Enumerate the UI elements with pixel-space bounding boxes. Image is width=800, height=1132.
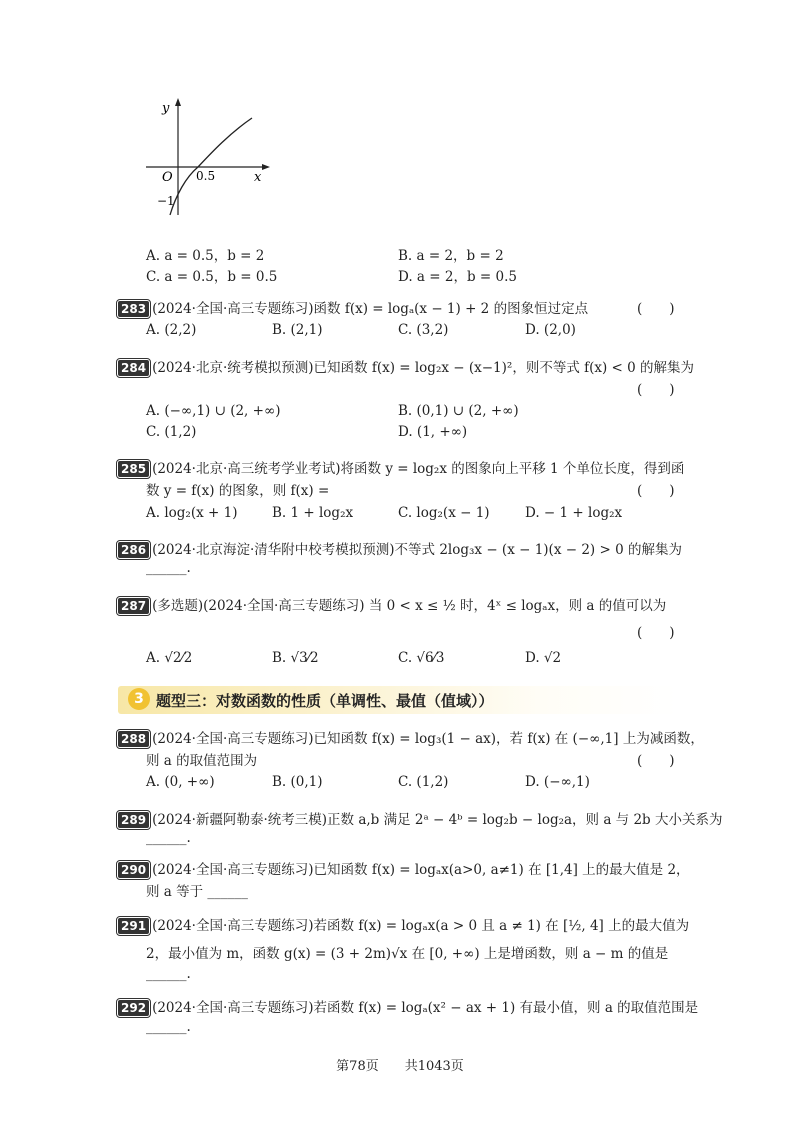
question-text: (2024·全国·高三专题练习)函数 f(x) = logₐ(x − 1) + 2 的图象恒过定点 bbox=[152, 301, 589, 317]
option-c: C. √6⁄3 bbox=[398, 650, 445, 666]
option-c: C. (1,2) bbox=[398, 774, 449, 790]
option-a: A. log₂(x + 1) bbox=[146, 505, 238, 521]
question-number: 285 bbox=[118, 461, 149, 477]
option-c: C. (3,2) bbox=[398, 322, 449, 338]
option-a: A. (−∞,1) ∪ (2, +∞) bbox=[146, 403, 281, 419]
question-text: (2024·全国·高三专题练习)若函数 f(x) = logₐ(x² − ax + 1) 有最小值，则 a 的取值范围是 bbox=[152, 1000, 699, 1016]
question-number: 292 bbox=[118, 1000, 149, 1016]
prev-option-a: A. a = 0.5，b = 2 bbox=[146, 248, 265, 264]
function-graph bbox=[140, 95, 280, 220]
question-text: (2024·北京·高三统考学业考试)将函数 y = log₂x 的图象向上平移 1 个单位长度，得到函 bbox=[152, 461, 685, 477]
option-a: A. √2⁄2 bbox=[146, 650, 193, 666]
section-badge: 3 bbox=[128, 688, 150, 710]
x-axis-label: x bbox=[254, 170, 262, 185]
question-number: 286 bbox=[118, 542, 149, 558]
option-a: A. (2,2) bbox=[146, 322, 197, 338]
option-d: D. − 1 + log₂x bbox=[525, 505, 623, 521]
question-289 bbox=[118, 808, 723, 828]
answer-blank: ______. bbox=[146, 1019, 191, 1035]
question-287 bbox=[118, 594, 666, 614]
y-tick-label: −1 bbox=[157, 194, 175, 208]
y-axis-label: y bbox=[162, 101, 170, 116]
question-text: (2024·新疆阿勒泰·统考三模)正数 a,b 满足 2ᵃ − 4ᵇ = log₂b − log₂a，则 a 与 2b 大小关系为 bbox=[152, 812, 723, 828]
answer-paren: ( ) bbox=[637, 483, 675, 499]
page-footer: 第78页 共1043页 bbox=[336, 1059, 464, 1074]
option-b: B. (0,1) bbox=[272, 774, 323, 790]
question-text: (2024·全国·高三专题练习)已知函数 f(x) = log₃(1 − ax)，若 f(x) 在 (−∞,1] 上为减函数， bbox=[152, 731, 704, 747]
option-b: B. 1 + log₂x bbox=[272, 505, 354, 521]
option-c: C. log₂(x − 1) bbox=[398, 505, 490, 521]
origin-label: O bbox=[162, 170, 173, 185]
answer-paren: ( ) bbox=[637, 382, 675, 398]
x-tick-label: 0.5 bbox=[196, 169, 216, 183]
question-number: 291 bbox=[118, 918, 149, 934]
question-text: (2024·全国·高三专题练习)若函数 f(x) = logₐx(a > 0 且 a ≠ 1) 在 [½, 4] 上的最大值为 bbox=[152, 918, 690, 934]
option-c: C. (1,2) bbox=[146, 424, 197, 440]
prev-option-d: D. a = 2，b = 0.5 bbox=[398, 269, 517, 285]
option-b: B. (0,1) ∪ (2, +∞) bbox=[398, 403, 519, 419]
question-288 bbox=[118, 727, 704, 747]
answer-paren: ( ) bbox=[637, 625, 675, 641]
question-291 bbox=[118, 914, 689, 934]
question-text: (多选题)(2024·全国·高三专题练习) 当 0 < x ≤ ½ 时，4ˣ ≤ logₐx，则 a 的值可以为 bbox=[152, 598, 667, 614]
question-number: 284 bbox=[118, 360, 149, 376]
question-283 bbox=[118, 297, 588, 317]
answer-blank: ______. bbox=[146, 966, 191, 982]
question-text-line2: 2，最小值为 m，函数 g(x) = (3 + 2m)√x 在 [0, +∞) 上是增函数，则 a − m 的值是 bbox=[146, 946, 669, 962]
option-d: D. (1, +∞) bbox=[398, 424, 468, 440]
option-a: A. (0, +∞) bbox=[146, 774, 215, 790]
prev-option-c: C. a = 0.5，b = 0.5 bbox=[146, 269, 278, 285]
answer-blank: ______. bbox=[146, 830, 191, 846]
option-b: B. √3⁄2 bbox=[272, 650, 319, 666]
question-text-line2: 则 a 等于 ______ bbox=[146, 884, 248, 900]
option-b: B. (2,1) bbox=[272, 322, 323, 338]
question-text: (2024·北京·统考模拟预测)已知函数 f(x) = log₂x − (x−1)²，则不等式 f(x) < 0 的解集为 bbox=[152, 360, 695, 376]
answer-blank: ______. bbox=[146, 560, 191, 576]
answer-paren: ( ) bbox=[637, 301, 675, 317]
question-285 bbox=[118, 457, 684, 477]
option-d: D. √2 bbox=[525, 650, 562, 666]
section-title: 题型三：对数函数的性质（单调性、最值（值域）） bbox=[156, 692, 494, 710]
option-d: D. (2,0) bbox=[525, 322, 576, 338]
section-header bbox=[118, 686, 678, 714]
question-text-line2: 数 y = f(x) 的图象，则 f(x) = bbox=[146, 483, 330, 499]
question-284 bbox=[118, 356, 694, 376]
prev-option-b: B. a = 2，b = 2 bbox=[398, 248, 504, 264]
option-d: D. (−∞,1) bbox=[525, 774, 590, 790]
question-text: (2024·北京海淀·清华附中校考模拟预测)不等式 2log₃x − (x − 1)(x − 2) > 0 的解集为 bbox=[152, 542, 682, 558]
question-number: 288 bbox=[118, 731, 149, 747]
question-number: 287 bbox=[118, 598, 149, 614]
question-290 bbox=[118, 858, 690, 878]
question-number: 283 bbox=[118, 301, 149, 317]
question-text-line2: 则 a 的取值范围为 bbox=[146, 753, 258, 769]
question-number: 289 bbox=[118, 812, 149, 828]
question-number: 290 bbox=[118, 862, 149, 878]
answer-paren: ( ) bbox=[637, 753, 675, 769]
question-286 bbox=[118, 538, 682, 558]
question-text: (2024·全国·高三专题练习)已知函数 f(x) = logₐx(a>0, a≠1) 在 [1,4] 上的最大值是 2， bbox=[152, 862, 690, 878]
question-292 bbox=[118, 996, 698, 1016]
